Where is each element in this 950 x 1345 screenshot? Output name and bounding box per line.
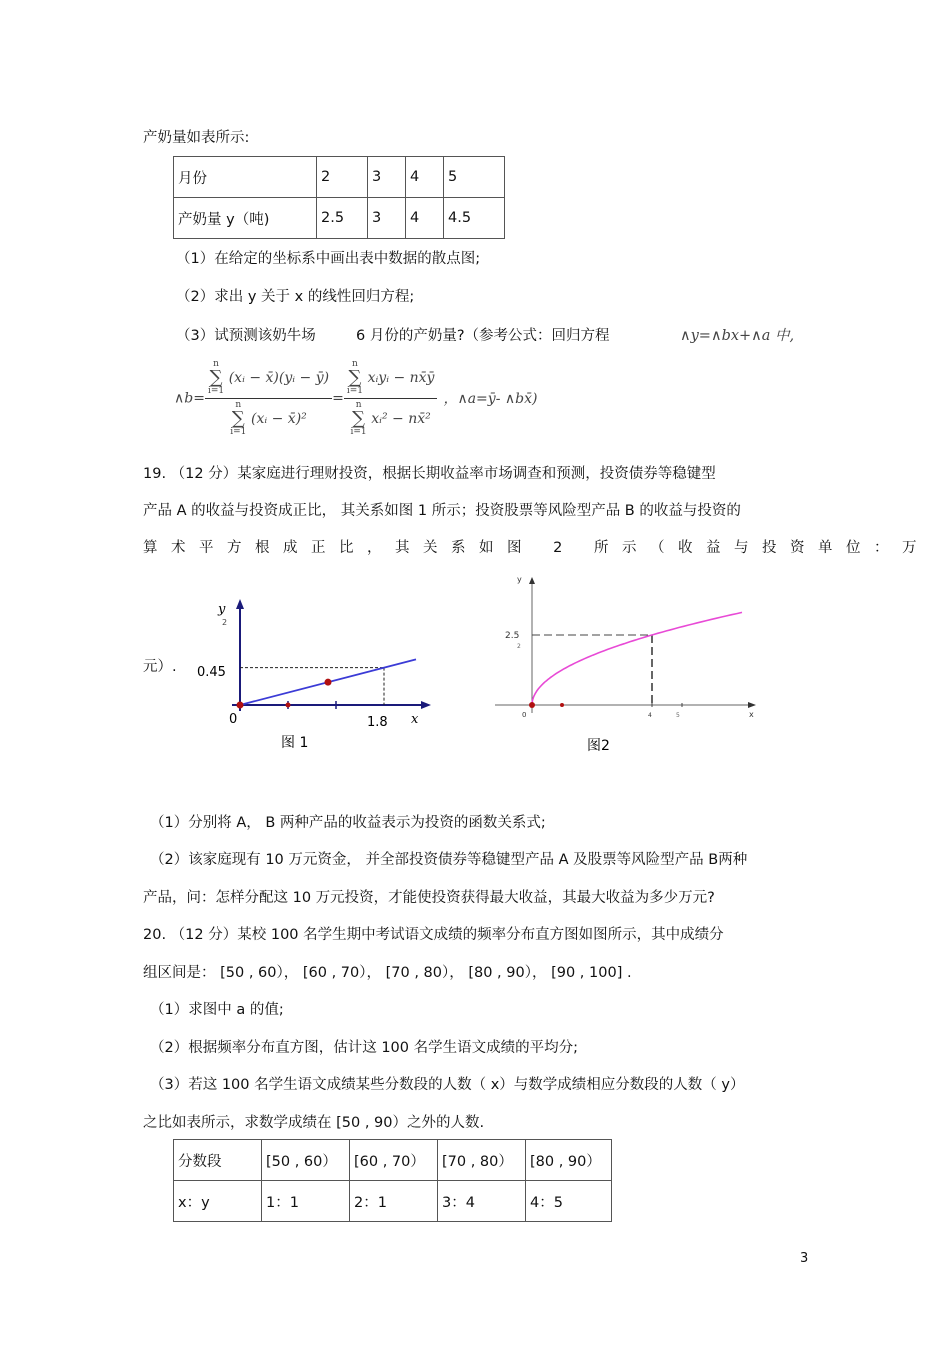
q20-part1: （1）求图中 a 的值; xyxy=(150,1002,284,1018)
fig1-y-tick: 2 xyxy=(222,618,228,627)
bhat-label: ∧b= xyxy=(174,390,205,407)
fig1-y-label: y xyxy=(218,602,226,617)
fig1-x-label: x xyxy=(411,712,419,727)
table-cell: 产奶量 y（吨) xyxy=(174,198,317,239)
q19-line4: 元）. xyxy=(143,659,177,675)
denominator-1: (xᵢ − x̄)² xyxy=(251,411,307,427)
sum-lower: i=1 xyxy=(346,386,363,396)
fig2-caption: 图2 xyxy=(587,738,610,754)
sum-lower: i=1 xyxy=(230,427,247,437)
table-cell: 分数段 xyxy=(174,1140,262,1181)
fig2-y-value: 2.5 xyxy=(505,631,520,641)
fig2-axis-point xyxy=(560,703,564,707)
q19-part1: （1）分别将 A， B 两种产品的收益表示为投资的函数关系式; xyxy=(150,815,546,831)
q20-line1: 20. （12 分）某校 100 名学生期中考试语文成绩的频率分布直方图如图所示，其中成绩分 xyxy=(143,927,724,943)
figure-1 xyxy=(197,595,440,760)
fig1-axis-point xyxy=(286,703,291,708)
fig1-origin: 0 xyxy=(229,712,238,727)
table-cell: 4.5 xyxy=(444,198,505,239)
fig1-caption: 图 1 xyxy=(281,735,309,751)
figure-2-plot xyxy=(495,577,756,713)
figure-2 xyxy=(490,572,765,757)
q20-part3: （3）若这 100 名学生语文成绩某些分数段的人数（ x）与数学成绩相应分数段的人数（ y） xyxy=(150,1077,745,1093)
regression-formula xyxy=(174,360,537,437)
q20-part2: （2）根据频率分布直方图，估计这 100 名学生语文成绩的平均分; xyxy=(150,1040,579,1056)
numerator-2: xᵢyᵢ − nx̄ȳ xyxy=(367,370,435,386)
fig1-y-arrow-icon xyxy=(236,599,244,609)
table-cell: 2：1 xyxy=(350,1181,438,1222)
q18-part3: （3）试预测该奶牛场 xyxy=(176,328,316,344)
formula-fraction-2: n ∑ i=1 xᵢyᵢ − nx̄ȳ n ∑ i=1 xᵢ² − nx̄² xyxy=(344,360,438,437)
fig2-y-tick: 2 xyxy=(517,643,521,650)
fig1-origin-point xyxy=(237,702,244,709)
table-cell: [80 , 90） xyxy=(526,1140,612,1181)
q19-part3: 产品，问：怎样分配这 10 万元投资，才能使投资获得最大收益，其最大收益为多少万元? xyxy=(143,890,715,906)
q18-part3-cont: 6 月份的产奶量?（参考公式：回归方程 xyxy=(356,328,610,344)
fig2-origin: 0 xyxy=(522,711,527,719)
fig2-y-label: y xyxy=(517,575,522,584)
fig1-x-value: 1.8 xyxy=(367,715,388,730)
fig2-x-tick-5: 5 xyxy=(676,712,680,719)
q19-line2: 产品 A 的收益与投资成正比， 其关系如图 1 所示；投资股票等风险型产品 B 的收益与投资的 xyxy=(143,503,741,519)
sum-upper: n xyxy=(235,400,242,410)
milk-output-table xyxy=(173,156,505,239)
q19-line3: 算术平方根成正比，其关系如图 2 所示（收益与投资单位：万 xyxy=(143,540,930,556)
sum-lower: i=1 xyxy=(350,427,367,437)
regression-equation: ∧y=∧bx+∧a 中, xyxy=(680,328,795,344)
table-cell: 月份 xyxy=(174,157,317,198)
q19-line1: 19. （12 分）某家庭进行理财投资，根据长期收益率市场调查和预测，投资债券等稳键型 xyxy=(143,466,716,482)
fig2-origin-point xyxy=(529,702,535,708)
sum-lower: i=1 xyxy=(207,386,225,396)
equals-sign: = xyxy=(332,390,344,407)
intro-text: 产奶量如表所示: xyxy=(143,130,250,146)
table-cell: 3 xyxy=(368,157,406,198)
table-cell: [50 , 60） xyxy=(262,1140,350,1181)
fig2-y-arrow-icon xyxy=(529,577,535,584)
table-cell: 3：4 xyxy=(438,1181,526,1222)
numerator-1: (xᵢ − x̄)(yᵢ − ȳ) xyxy=(228,370,330,386)
q18-part2: （2）求出 y 关于 x 的线性回归方程; xyxy=(176,289,415,305)
q20-part4: 之比如表所示，求数学成绩在 [50 , 90）之外的人数. xyxy=(143,1115,485,1131)
fig2-x-label: x xyxy=(749,710,754,719)
table-cell: [70 , 80） xyxy=(438,1140,526,1181)
q19-part2: （2）该家庭现有 10 万元资金， 并全部投资债券等稳键型产品 A 及股票等风险型产品 B两种 xyxy=(150,852,748,868)
q18-part1: （1）在给定的坐标系中画出表中数据的散点图; xyxy=(176,251,481,267)
table-cell: 4：5 xyxy=(526,1181,612,1222)
table-cell: 4 xyxy=(406,198,444,239)
formula-fraction-1: n ∑ i=1 (xᵢ − x̄)(yᵢ − ȳ) n ∑ i=1 (xᵢ − x̄)² xyxy=(205,360,332,437)
page-number: 3 xyxy=(800,1251,809,1266)
table-cell: 2 xyxy=(317,157,368,198)
table-cell: 2.5 xyxy=(317,198,368,239)
denominator-2: xᵢ² − nx̄² xyxy=(371,411,431,427)
ratio-table xyxy=(173,1139,612,1222)
figure-1-plot xyxy=(232,599,431,711)
sum-upper: n xyxy=(351,359,358,369)
table-cell: x：y xyxy=(174,1181,262,1222)
table-cell: 3 xyxy=(368,198,406,239)
table-cell: 4 xyxy=(406,157,444,198)
table-cell: 1：1 xyxy=(262,1181,350,1222)
fig2-series-curve xyxy=(532,612,742,705)
fig2-x-tick-4: 4 xyxy=(648,712,652,719)
ahat-formula: ，∧a=ȳ- ∧bx̄) xyxy=(443,390,538,407)
fig2-x-arrow-icon xyxy=(748,702,756,708)
fig1-y-value: 0.45 xyxy=(197,665,226,680)
q20-line2: 组区间是： [50 , 60）， [60 , 70）， [70 , 80）， [80 , 90）， [90 , 100] . xyxy=(143,965,632,981)
table-cell: [60 , 70） xyxy=(350,1140,438,1181)
sum-upper: n xyxy=(355,400,362,410)
sum-upper: n xyxy=(213,359,219,369)
table-cell: 5 xyxy=(444,157,505,198)
fig1-x-arrow-icon xyxy=(421,701,431,709)
fig1-line-point xyxy=(325,679,332,686)
